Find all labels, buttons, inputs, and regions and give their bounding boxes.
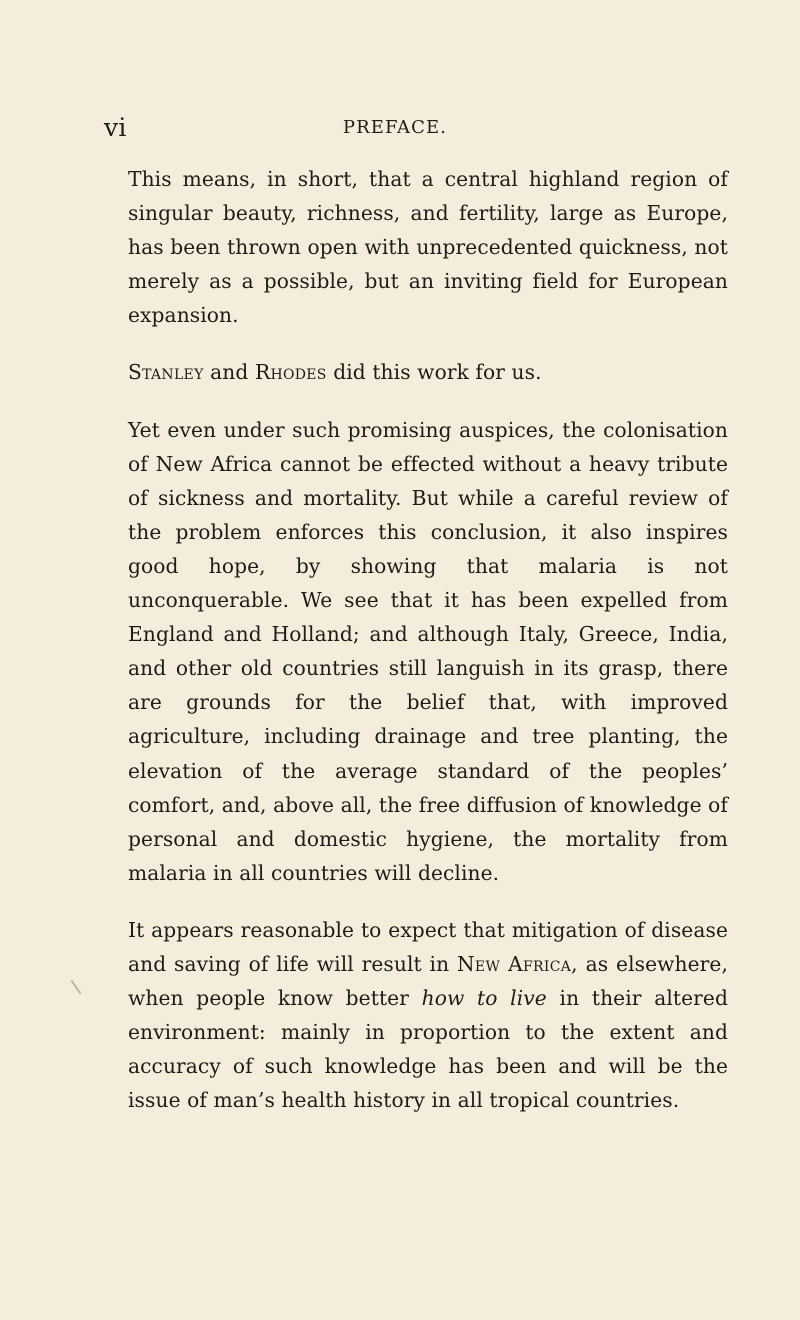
- and-word: and: [210, 360, 249, 385]
- paragraph-highland-region: This means, in short, that a central highland region of singular beauty, richness, and fertility, large as Europe, has been thrown open with unprecedented quickness, not merely as a possible, but an inviting field for European expansion.: [128, 167, 728, 328]
- new-africa-text: New Africa,: [456, 951, 578, 976]
- rhodes-name: Rhodes: [254, 360, 327, 385]
- preface-heading: PREFACE.: [342, 117, 448, 138]
- stanley-name: Stanley: [128, 360, 204, 385]
- health-history-middle: as elsewhere, when people know better: [128, 951, 728, 1011]
- paragraph-health-history: [128, 913, 728, 1118]
- preface-body: [128, 162, 728, 1117]
- health-history-opening: It appears reasonable to expect that mitigation of disease and saving of life will result in: [128, 917, 728, 976]
- how-to-live-italic: how to live: [421, 986, 547, 1011]
- page-number: vi: [104, 113, 127, 142]
- paragraph-stanley-rhodes: [128, 355, 728, 389]
- margin-mark: [71, 980, 82, 994]
- health-history-ending: in their altered environment: mainly in proportion to the extent and accuracy of such knowledge has been and will be the issue of man’s health history in all tropical countries.: [128, 986, 728, 1113]
- stanley-rhodes-rest: did this work for us.: [333, 360, 542, 385]
- running-head: [0, 112, 800, 144]
- paragraph-malaria-conquerable: Yet even under such promising auspices, the colonisation of New Africa cannot be effected without a heavy tribute of sickness and mortality. But while a careful review of the problem enforces this conclusion, it also inspires good hope, by showing that malaria is not unconquerable. We see that it has been expelled from England and Holland; and although Italy, Greece, India, and other old countries still languish in its grasp, there are grounds for the belief that, with improved agriculture, including drainage and tree planting, the elevation of the average standard of the peoples’ comfort, and, above all, the free diffusion of knowledge of personal and domestic hygiene, the mortality from malaria in all countries will decline.: [128, 417, 728, 885]
